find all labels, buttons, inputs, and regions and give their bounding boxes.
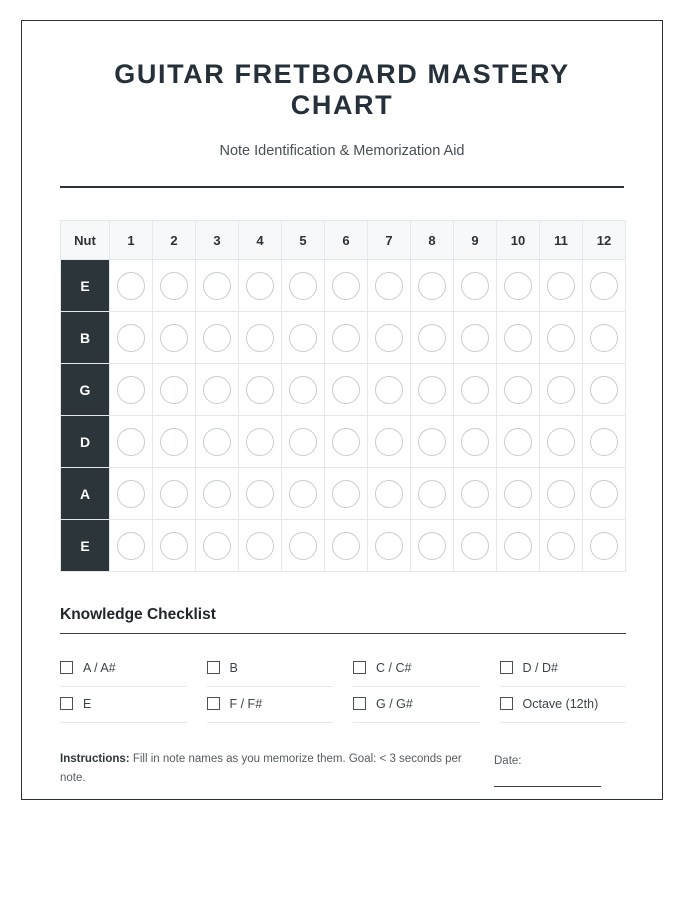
note-circle-icon[interactable] bbox=[418, 272, 446, 300]
checklist-item[interactable] bbox=[207, 651, 334, 687]
fret-cell-s3-f11[interactable] bbox=[540, 416, 583, 468]
checklist-divider bbox=[60, 633, 626, 634]
fret-cell-s4-f12[interactable] bbox=[583, 468, 626, 520]
fret-cell-s4-f10[interactable] bbox=[497, 468, 540, 520]
fret-cell-s4-f6[interactable] bbox=[325, 468, 368, 520]
note-circle-icon[interactable] bbox=[332, 272, 360, 300]
string-label-0: E bbox=[61, 260, 110, 312]
fret-cell-s1-f12[interactable] bbox=[583, 312, 626, 364]
fret-cell-s0-f7[interactable] bbox=[368, 260, 411, 312]
fret-cell-s3-f9[interactable] bbox=[454, 416, 497, 468]
note-circle-icon[interactable] bbox=[504, 324, 532, 352]
note-circle-icon[interactable] bbox=[160, 376, 188, 404]
fret-cell-s0-f6[interactable] bbox=[325, 260, 368, 312]
note-circle-icon[interactable] bbox=[332, 428, 360, 456]
fret-cell-s5-f1[interactable] bbox=[110, 520, 153, 572]
fret-cell-s1-f8[interactable] bbox=[411, 312, 454, 364]
note-circle-icon[interactable] bbox=[203, 480, 231, 508]
fret-cell-s2-f9[interactable] bbox=[454, 364, 497, 416]
fret-cell-s0-f3[interactable] bbox=[196, 260, 239, 312]
note-circle-icon[interactable] bbox=[289, 532, 317, 560]
checkbox-icon[interactable] bbox=[353, 697, 366, 710]
checklist-item-label: A / A# bbox=[83, 660, 116, 675]
note-circle-icon[interactable] bbox=[289, 480, 317, 508]
note-circle-icon[interactable] bbox=[461, 480, 489, 508]
fret-cell-s3-f4[interactable] bbox=[239, 416, 282, 468]
note-circle-icon[interactable] bbox=[461, 376, 489, 404]
fret-cell-s5-f10[interactable] bbox=[497, 520, 540, 572]
string-label-5: E bbox=[61, 520, 110, 572]
fret-cell-s4-f2[interactable] bbox=[153, 468, 196, 520]
fret-cell-s5-f11[interactable] bbox=[540, 520, 583, 572]
note-circle-icon[interactable] bbox=[117, 532, 145, 560]
note-circle-icon[interactable] bbox=[547, 532, 575, 560]
note-circle-icon[interactable] bbox=[203, 376, 231, 404]
fret-cell-s4-f1[interactable] bbox=[110, 468, 153, 520]
note-circle-icon[interactable] bbox=[117, 376, 145, 404]
fret-cell-s0-f11[interactable] bbox=[540, 260, 583, 312]
checklist-item-label: F / F# bbox=[229, 696, 263, 711]
note-circle-icon[interactable] bbox=[375, 480, 403, 508]
checklist-item-label: E bbox=[83, 696, 92, 711]
fret-cell-s4-f3[interactable] bbox=[196, 468, 239, 520]
fretboard-fret-header-4: 4 bbox=[239, 221, 282, 260]
fretboard-fret-header-1: 1 bbox=[110, 221, 153, 260]
fretboard-fret-header-11: 11 bbox=[540, 221, 583, 260]
note-circle-icon[interactable] bbox=[246, 532, 274, 560]
note-circle-icon[interactable] bbox=[375, 272, 403, 300]
fret-cell-s1-f11[interactable] bbox=[540, 312, 583, 364]
instructions-body: Fill in note names as you memorize them. Goal: < 3 seconds per note. bbox=[60, 753, 462, 784]
note-circle-icon[interactable] bbox=[590, 272, 618, 300]
page-title: GUITAR FRETBOARD MASTERY CHART bbox=[114, 59, 570, 120]
fret-cell-s0-f5[interactable] bbox=[282, 260, 325, 312]
instructions-lead: Instructions: bbox=[60, 753, 130, 765]
fret-cell-s2-f2[interactable] bbox=[153, 364, 196, 416]
note-circle-icon[interactable] bbox=[590, 532, 618, 560]
note-circle-icon[interactable] bbox=[504, 376, 532, 404]
note-circle-icon[interactable] bbox=[160, 532, 188, 560]
checkbox-icon[interactable] bbox=[60, 697, 73, 710]
fretboard-string-row bbox=[61, 416, 626, 468]
fretboard-nut-header: Nut bbox=[61, 221, 110, 260]
fret-cell-s3-f12[interactable] bbox=[583, 416, 626, 468]
fret-cell-s0-f9[interactable] bbox=[454, 260, 497, 312]
fret-cell-s3-f10[interactable] bbox=[497, 416, 540, 468]
fret-cell-s2-f6[interactable] bbox=[325, 364, 368, 416]
fretboard-string-row bbox=[61, 260, 626, 312]
note-circle-icon[interactable] bbox=[160, 272, 188, 300]
checklist-item-label: Octave (12th) bbox=[522, 696, 599, 711]
note-circle-icon[interactable] bbox=[246, 480, 274, 508]
note-circle-icon[interactable] bbox=[160, 324, 188, 352]
fret-cell-s0-f8[interactable] bbox=[411, 260, 454, 312]
fret-cell-s2-f12[interactable] bbox=[583, 364, 626, 416]
fret-cell-s4-f4[interactable] bbox=[239, 468, 282, 520]
fret-cell-s2-f11[interactable] bbox=[540, 364, 583, 416]
fretboard-string-row bbox=[61, 520, 626, 572]
note-circle-icon[interactable] bbox=[418, 480, 446, 508]
fret-cell-s3-f3[interactable] bbox=[196, 416, 239, 468]
fret-cell-s2-f4[interactable] bbox=[239, 364, 282, 416]
fretboard-fret-header-5: 5 bbox=[282, 221, 325, 260]
string-label-3: D bbox=[61, 416, 110, 468]
fret-cell-s4-f11[interactable] bbox=[540, 468, 583, 520]
note-circle-icon[interactable] bbox=[590, 324, 618, 352]
note-circle-icon[interactable] bbox=[246, 376, 274, 404]
note-circle-icon[interactable] bbox=[332, 376, 360, 404]
date-label: Date: bbox=[494, 755, 522, 767]
note-circle-icon[interactable] bbox=[117, 272, 145, 300]
fret-cell-s5-f3[interactable] bbox=[196, 520, 239, 572]
note-circle-icon[interactable] bbox=[590, 428, 618, 456]
note-circle-icon[interactable] bbox=[203, 428, 231, 456]
fretboard-fret-header-6: 6 bbox=[325, 221, 368, 260]
note-circle-icon[interactable] bbox=[375, 324, 403, 352]
string-label-1: B bbox=[61, 312, 110, 364]
checklist-item[interactable] bbox=[500, 651, 627, 687]
fret-cell-s1-f4[interactable] bbox=[239, 312, 282, 364]
fret-cell-s2-f5[interactable] bbox=[282, 364, 325, 416]
note-circle-icon[interactable] bbox=[289, 428, 317, 456]
note-circle-icon[interactable] bbox=[375, 376, 403, 404]
fret-cell-s3-f8[interactable] bbox=[411, 416, 454, 468]
note-circle-icon[interactable] bbox=[203, 272, 231, 300]
fret-cell-s4-f9[interactable] bbox=[454, 468, 497, 520]
note-circle-icon[interactable] bbox=[160, 480, 188, 508]
checklist-item-label: B bbox=[229, 660, 238, 675]
note-circle-icon[interactable] bbox=[547, 272, 575, 300]
footer bbox=[60, 750, 626, 788]
fret-cell-s0-f4[interactable] bbox=[239, 260, 282, 312]
note-circle-icon[interactable] bbox=[590, 480, 618, 508]
note-circle-icon[interactable] bbox=[418, 532, 446, 560]
checklist-item-label: C / C# bbox=[376, 660, 412, 675]
note-circle-icon[interactable] bbox=[504, 532, 532, 560]
note-circle-icon[interactable] bbox=[504, 428, 532, 456]
checkbox-icon[interactable] bbox=[500, 661, 513, 674]
fret-cell-s2-f7[interactable] bbox=[368, 364, 411, 416]
note-circle-icon[interactable] bbox=[461, 272, 489, 300]
note-circle-icon[interactable] bbox=[461, 532, 489, 560]
fret-cell-s1-f6[interactable] bbox=[325, 312, 368, 364]
fret-cell-s5-f9[interactable] bbox=[454, 520, 497, 572]
checklist-grid bbox=[60, 651, 626, 723]
checklist-item[interactable] bbox=[500, 687, 627, 723]
fretboard-string-row bbox=[61, 312, 626, 364]
note-circle-icon[interactable] bbox=[590, 376, 618, 404]
note-circle-icon[interactable] bbox=[547, 324, 575, 352]
fret-cell-s2-f8[interactable] bbox=[411, 364, 454, 416]
string-label-2: G bbox=[61, 364, 110, 416]
note-circle-icon[interactable] bbox=[246, 324, 274, 352]
date-field[interactable] bbox=[494, 750, 601, 787]
checklist-item[interactable] bbox=[353, 687, 480, 723]
note-circle-icon[interactable] bbox=[418, 376, 446, 404]
note-circle-icon[interactable] bbox=[203, 324, 231, 352]
fretboard-fret-header-2: 2 bbox=[153, 221, 196, 260]
fret-cell-s0-f2[interactable] bbox=[153, 260, 196, 312]
note-circle-icon[interactable] bbox=[375, 428, 403, 456]
fret-cell-s1-f2[interactable] bbox=[153, 312, 196, 364]
fret-cell-s1-f7[interactable] bbox=[368, 312, 411, 364]
header-divider bbox=[60, 186, 624, 188]
fret-cell-s1-f10[interactable] bbox=[497, 312, 540, 364]
fret-cell-s3-f5[interactable] bbox=[282, 416, 325, 468]
note-circle-icon[interactable] bbox=[289, 272, 317, 300]
note-circle-icon[interactable] bbox=[332, 532, 360, 560]
note-circle-icon[interactable] bbox=[332, 480, 360, 508]
note-circle-icon[interactable] bbox=[504, 272, 532, 300]
fretboard-fret-header-10: 10 bbox=[497, 221, 540, 260]
note-circle-icon[interactable] bbox=[375, 532, 403, 560]
fret-cell-s4-f7[interactable] bbox=[368, 468, 411, 520]
fret-cell-s3-f2[interactable] bbox=[153, 416, 196, 468]
checklist-item-label: D / D# bbox=[522, 660, 558, 675]
date-write-line[interactable] bbox=[494, 786, 601, 787]
instructions-text bbox=[60, 750, 480, 788]
fret-cell-s0-f12[interactable] bbox=[583, 260, 626, 312]
note-circle-icon[interactable] bbox=[332, 324, 360, 352]
fretboard-body bbox=[61, 260, 626, 572]
fret-cell-s3-f6[interactable] bbox=[325, 416, 368, 468]
note-circle-icon[interactable] bbox=[117, 324, 145, 352]
checklist-item[interactable] bbox=[60, 687, 187, 723]
note-circle-icon[interactable] bbox=[461, 428, 489, 456]
fretboard-string-row bbox=[61, 364, 626, 416]
fret-cell-s5-f5[interactable] bbox=[282, 520, 325, 572]
checklist-item[interactable] bbox=[60, 651, 187, 687]
fret-cell-s2-f3[interactable] bbox=[196, 364, 239, 416]
checklist-item[interactable] bbox=[207, 687, 334, 723]
fretboard-table bbox=[60, 220, 626, 572]
note-circle-icon[interactable] bbox=[547, 480, 575, 508]
checklist-item-label: G / G# bbox=[376, 696, 413, 711]
fret-cell-s0-f10[interactable] bbox=[497, 260, 540, 312]
fret-cell-s3-f1[interactable] bbox=[110, 416, 153, 468]
fretboard-fret-header-9: 9 bbox=[454, 221, 497, 260]
note-circle-icon[interactable] bbox=[418, 324, 446, 352]
note-circle-icon[interactable] bbox=[547, 376, 575, 404]
fretboard-section bbox=[60, 220, 624, 572]
fret-cell-s4-f8[interactable] bbox=[411, 468, 454, 520]
fret-cell-s1-f3[interactable] bbox=[196, 312, 239, 364]
note-circle-icon[interactable] bbox=[547, 428, 575, 456]
fret-cell-s2-f1[interactable] bbox=[110, 364, 153, 416]
fret-cell-s1-f1[interactable] bbox=[110, 312, 153, 364]
fret-cell-s5-f6[interactable] bbox=[325, 520, 368, 572]
fret-cell-s0-f1[interactable] bbox=[110, 260, 153, 312]
fretboard-fret-header-12: 12 bbox=[583, 221, 626, 260]
fretboard-header-row bbox=[61, 221, 626, 260]
note-circle-icon[interactable] bbox=[117, 428, 145, 456]
fretboard-fret-header-3: 3 bbox=[196, 221, 239, 260]
page-subtitle: Note Identification & Memorization Aid bbox=[219, 143, 465, 159]
note-circle-icon[interactable] bbox=[246, 428, 274, 456]
fret-cell-s1-f9[interactable] bbox=[454, 312, 497, 364]
fret-cell-s5-f2[interactable] bbox=[153, 520, 196, 572]
note-circle-icon[interactable] bbox=[504, 480, 532, 508]
knowledge-checklist-section bbox=[60, 606, 624, 723]
checkbox-icon[interactable] bbox=[500, 697, 513, 710]
checkbox-icon[interactable] bbox=[207, 697, 220, 710]
note-circle-icon[interactable] bbox=[246, 272, 274, 300]
note-circle-icon[interactable] bbox=[461, 324, 489, 352]
string-label-4: A bbox=[61, 468, 110, 520]
checklist-item[interactable] bbox=[353, 651, 480, 687]
fret-cell-s2-f10[interactable] bbox=[497, 364, 540, 416]
fret-cell-s5-f12[interactable] bbox=[583, 520, 626, 572]
fretboard-fret-header-7: 7 bbox=[368, 221, 411, 260]
note-circle-icon[interactable] bbox=[289, 324, 317, 352]
fretboard-string-row bbox=[61, 468, 626, 520]
fret-cell-s5-f4[interactable] bbox=[239, 520, 282, 572]
fret-cell-s5-f8[interactable] bbox=[411, 520, 454, 572]
fretboard-fret-header-8: 8 bbox=[411, 221, 454, 260]
fret-cell-s5-f7[interactable] bbox=[368, 520, 411, 572]
checkbox-icon[interactable] bbox=[353, 661, 366, 674]
printable-sheet bbox=[21, 20, 663, 800]
checklist-heading: Knowledge Checklist bbox=[60, 606, 216, 623]
note-circle-icon[interactable] bbox=[160, 428, 188, 456]
fret-cell-s3-f7[interactable] bbox=[368, 416, 411, 468]
note-circle-icon[interactable] bbox=[289, 376, 317, 404]
note-circle-icon[interactable] bbox=[418, 428, 446, 456]
note-circle-icon[interactable] bbox=[203, 532, 231, 560]
checkbox-icon[interactable] bbox=[60, 661, 73, 674]
checkbox-icon[interactable] bbox=[207, 661, 220, 674]
fret-cell-s4-f5[interactable] bbox=[282, 468, 325, 520]
note-circle-icon[interactable] bbox=[117, 480, 145, 508]
fret-cell-s1-f5[interactable] bbox=[282, 312, 325, 364]
